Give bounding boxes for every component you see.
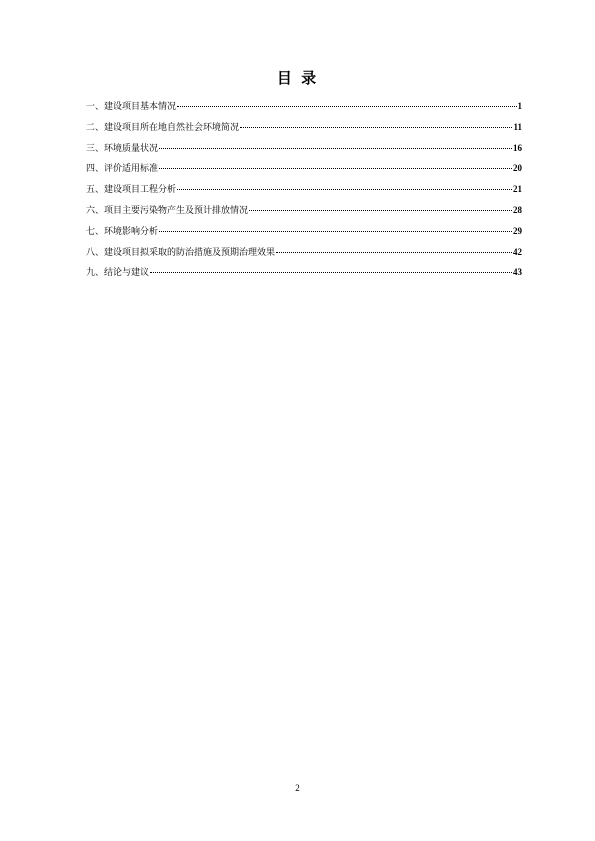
toc-entry-page: 43 (513, 267, 522, 278)
toc-entry-7[interactable] (86, 221, 522, 242)
toc-entry-page: 21 (513, 184, 522, 195)
table-of-contents (86, 96, 522, 283)
toc-dot-leader (159, 167, 512, 169)
toc-entry-label: 二、建设项目所在地自然社会环境简况 (86, 122, 240, 133)
toc-entry-label: 一、建设项目基本情况 (86, 102, 177, 112)
toc-dot-leader (240, 126, 512, 128)
toc-entry-label: 三、环境质量状况 (86, 143, 159, 154)
toc-entry-page: 16 (513, 142, 522, 153)
toc-dot-leader (249, 209, 512, 211)
toc-entry-4[interactable] (86, 158, 522, 179)
toc-entry-label: 九、结论与建议 (86, 268, 150, 279)
toc-entry-6[interactable] (86, 200, 522, 221)
page-title: 目 录 (276, 69, 319, 87)
toc-entry-5[interactable] (86, 179, 522, 200)
toc-dot-leader (177, 105, 516, 107)
toc-entry-page: 20 (513, 163, 522, 174)
toc-dot-leader (159, 230, 512, 232)
toc-entry-label: 八、建设项目拟采取的防治措施及预期治理效果 (86, 247, 276, 258)
toc-entry-9[interactable] (86, 262, 522, 283)
toc-entry-page: 28 (513, 204, 522, 215)
toc-entry-label: 六、项目主要污染物产生及预计排放情况 (86, 205, 249, 216)
toc-dot-leader (150, 271, 512, 273)
toc-dot-leader (276, 251, 512, 253)
toc-dot-leader (177, 188, 512, 190)
toc-entry-page: 42 (513, 246, 522, 257)
toc-entry-label: 四、评价适用标准 (86, 164, 159, 175)
toc-entry-1[interactable] (86, 96, 522, 117)
toc-entry-label: 五、建设项目工程分析 (86, 185, 177, 196)
toc-entry-3[interactable] (86, 138, 522, 159)
toc-entry-label: 七、环境影响分析 (86, 226, 159, 237)
toc-entry-page: 11 (513, 121, 522, 132)
toc-entry-2[interactable] (86, 117, 522, 138)
page-number: 2 (295, 783, 300, 793)
toc-entry-page: 1 (517, 101, 522, 111)
toc-dot-leader (159, 147, 512, 149)
toc-entry-page: 29 (513, 225, 522, 236)
toc-entry-8[interactable] (86, 242, 522, 263)
